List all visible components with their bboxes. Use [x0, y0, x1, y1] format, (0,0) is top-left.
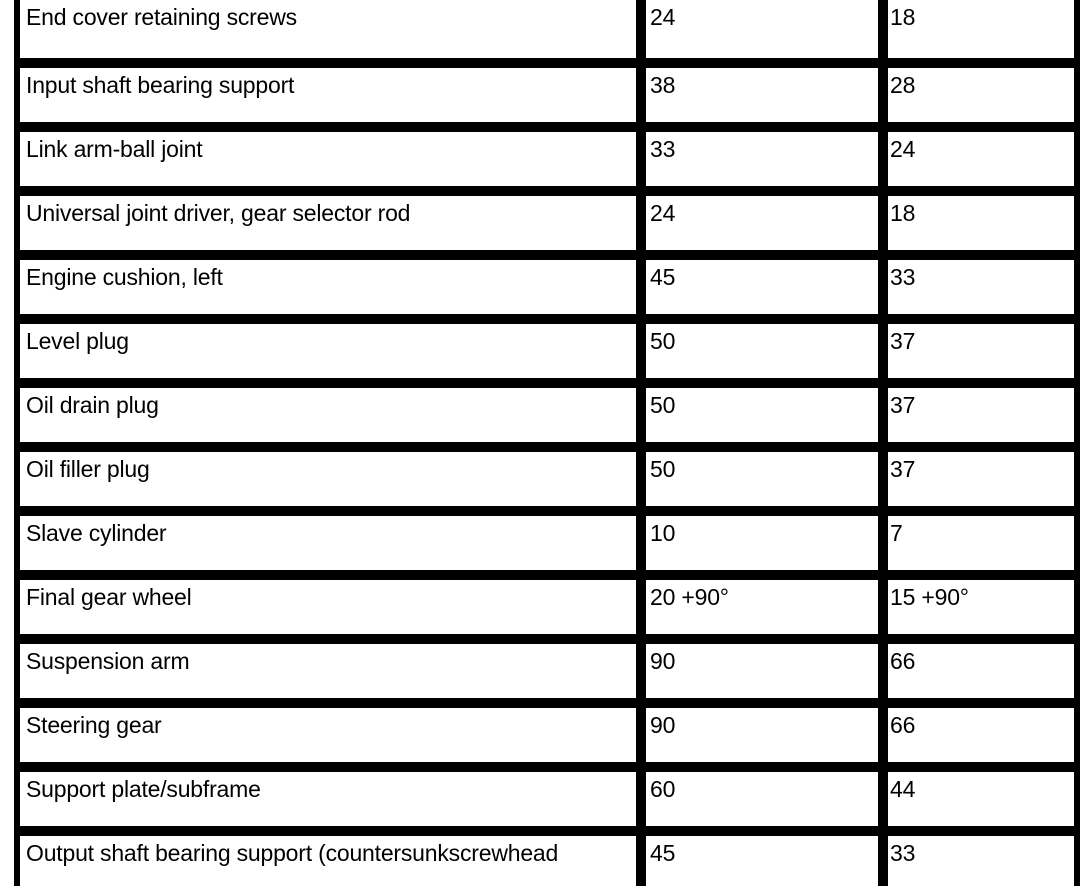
component-cell-text: Steering gear — [20, 708, 636, 762]
component-cell-text: Oil drain plug — [20, 388, 636, 442]
torque-nm-cell-text: 60 — [646, 772, 878, 826]
component-cell-text: Level plug — [20, 324, 636, 378]
torque-ftlb-cell — [884, 640, 1080, 704]
torque-ftlb-cell-text: 66 — [888, 708, 1074, 762]
torque-nm-cell — [642, 512, 884, 576]
torque-ftlb-cell — [884, 320, 1080, 384]
torque-ftlb-cell — [884, 832, 1080, 896]
torque-ftlb-cell-text: 15 +90° — [888, 580, 1074, 634]
torque-nm-cell-text: 90 — [646, 708, 878, 762]
torque-nm-cell — [642, 448, 884, 512]
table-row — [14, 0, 1080, 64]
component-cell — [14, 576, 642, 640]
torque-ftlb-cell-text: 24 — [888, 132, 1074, 186]
table-row — [14, 384, 1080, 448]
torque-nm-cell-text: 50 — [646, 452, 878, 506]
table-row — [14, 320, 1080, 384]
torque-ftlb-cell-text: 28 — [888, 68, 1074, 122]
component-cell-text: Final gear wheel — [20, 580, 636, 634]
torque-ftlb-cell-text: 37 — [888, 388, 1074, 442]
torque-nm-cell-text: 50 — [646, 388, 878, 442]
torque-nm-cell-text: 24 — [646, 0, 878, 58]
table-row — [14, 704, 1080, 768]
component-cell — [14, 128, 642, 192]
component-cell — [14, 256, 642, 320]
torque-ftlb-cell — [884, 576, 1080, 640]
table-row — [14, 128, 1080, 192]
torque-nm-cell-text: 50 — [646, 324, 878, 378]
torque-spec-sheet — [14, 0, 1080, 886]
component-cell-text: Engine cushion, left — [20, 260, 636, 314]
torque-nm-cell-text: 38 — [646, 68, 878, 122]
torque-nm-cell-text: 45 — [646, 836, 878, 890]
table-row — [14, 448, 1080, 512]
component-cell — [14, 832, 642, 896]
torque-ftlb-cell-text: 33 — [888, 260, 1074, 314]
torque-ftlb-cell-text: 33 — [888, 836, 1074, 890]
component-cell — [14, 448, 642, 512]
torque-nm-cell — [642, 0, 884, 64]
torque-nm-cell — [642, 320, 884, 384]
torque-ftlb-cell — [884, 384, 1080, 448]
torque-nm-cell — [642, 384, 884, 448]
component-cell — [14, 384, 642, 448]
torque-nm-cell-text: 10 — [646, 516, 878, 570]
component-cell-text: Suspension arm — [20, 644, 636, 698]
torque-ftlb-cell — [884, 256, 1080, 320]
torque-ftlb-cell-text: 37 — [888, 452, 1074, 506]
component-cell — [14, 0, 642, 64]
component-cell — [14, 640, 642, 704]
component-cell — [14, 768, 642, 832]
table-row — [14, 768, 1080, 832]
torque-nm-cell-text: 33 — [646, 132, 878, 186]
component-cell-text: Oil filler plug — [20, 452, 636, 506]
torque-ftlb-cell-text: 44 — [888, 772, 1074, 826]
component-cell-text: Universal joint driver, gear selector rod — [20, 196, 636, 250]
torque-ftlb-cell — [884, 0, 1080, 64]
torque-nm-cell-text: 24 — [646, 196, 878, 250]
component-cell-text: Slave cylinder — [20, 516, 636, 570]
torque-nm-cell — [642, 832, 884, 896]
torque-nm-cell — [642, 256, 884, 320]
component-cell-text: Input shaft bearing support — [20, 68, 636, 122]
table-row — [14, 256, 1080, 320]
torque-ftlb-cell-text: 66 — [888, 644, 1074, 698]
torque-ftlb-cell — [884, 128, 1080, 192]
torque-nm-cell-text: 90 — [646, 644, 878, 698]
table-row — [14, 192, 1080, 256]
component-cell — [14, 704, 642, 768]
torque-nm-cell — [642, 576, 884, 640]
component-cell — [14, 512, 642, 576]
torque-nm-cell-text: 45 — [646, 260, 878, 314]
torque-ftlb-cell-text: 37 — [888, 324, 1074, 378]
torque-nm-cell — [642, 768, 884, 832]
table-row — [14, 512, 1080, 576]
component-cell — [14, 320, 642, 384]
torque-ftlb-cell — [884, 768, 1080, 832]
torque-ftlb-cell-text: 7 — [888, 516, 1074, 570]
torque-ftlb-cell — [884, 64, 1080, 128]
table-row — [14, 64, 1080, 128]
torque-ftlb-cell — [884, 448, 1080, 512]
torque-nm-cell-text: 20 +90° — [646, 580, 878, 634]
component-cell-text: End cover retaining screws — [20, 0, 636, 58]
torque-nm-cell — [642, 128, 884, 192]
torque-nm-cell — [642, 704, 884, 768]
table-body — [14, 0, 1080, 896]
torque-ftlb-cell — [884, 192, 1080, 256]
component-cell-text: Output shaft bearing support (countersunkscrewhead — [20, 836, 636, 890]
torque-ftlb-cell-text: 18 — [888, 196, 1074, 250]
torque-nm-cell — [642, 640, 884, 704]
component-cell-text: Support plate/subframe — [20, 772, 636, 826]
table-row — [14, 640, 1080, 704]
torque-nm-cell — [642, 64, 884, 128]
torque-nm-cell — [642, 192, 884, 256]
component-cell-text: Link arm-ball joint — [20, 132, 636, 186]
torque-ftlb-cell-text: 18 — [888, 0, 1074, 58]
component-cell — [14, 64, 642, 128]
torque-ftlb-cell — [884, 512, 1080, 576]
table-row — [14, 576, 1080, 640]
torque-spec-table — [14, 0, 1080, 896]
component-cell — [14, 192, 642, 256]
torque-ftlb-cell — [884, 704, 1080, 768]
table-row — [14, 832, 1080, 896]
